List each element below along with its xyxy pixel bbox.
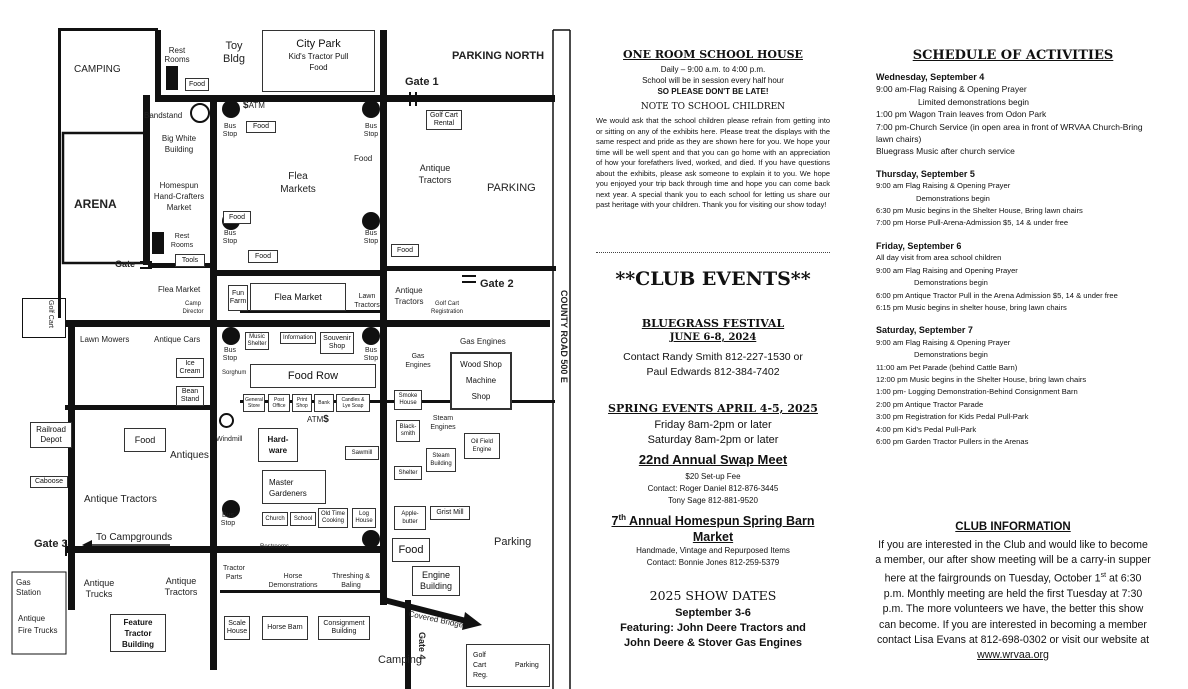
gate-label: Gate — [115, 259, 136, 269]
windmill-icon — [219, 413, 234, 428]
spring-friday: Friday 8am-2pm or later — [654, 419, 772, 431]
schedule-item: Demonstrations begin — [916, 193, 990, 203]
steam-building: Steam Building — [426, 448, 456, 472]
schedule-item: Demonstrations begin — [914, 350, 988, 360]
bus-stop-marker — [222, 100, 240, 118]
school-hours — [596, 64, 830, 97]
friday-title: Friday, September 6 — [876, 240, 962, 251]
bus-stop-label: Bus Stop — [363, 230, 379, 245]
gate-2-label: Gate 2 — [480, 278, 514, 290]
gas-engines-label: Gas Engines — [405, 353, 431, 369]
feature-tractor-building: Feature Tractor Building — [110, 614, 166, 652]
school-line-1: Daily – 9:00 a.m. to 4:00 p.m. — [660, 65, 766, 74]
homespun-market: Homespun Hand-Crafters Market — [153, 181, 205, 212]
food-stand: Food — [223, 211, 251, 224]
barn-title-num: 7 — [611, 514, 619, 529]
barn-contact: Contact: Bonnie Jones 812-259-5379 — [646, 558, 780, 567]
toy-building: Toy Bldg — [222, 40, 246, 65]
schedule-title: SCHEDULE OF ACTIVITIES — [912, 48, 1114, 63]
club-info-body — [874, 538, 1152, 663]
show-dates-title: 2025 SHOW DATES — [649, 588, 777, 603]
school-house-title: ONE ROOM SCHOOL HOUSE — [623, 48, 803, 61]
bluegrass-contact-1: Contact Randy Smith 812-227-1530 or — [623, 351, 803, 363]
bluegrass-date: JUNE 6-8, 2024 — [669, 332, 757, 343]
food-stand: Food — [391, 244, 419, 257]
bus-stop-label: Bus Stop — [222, 230, 238, 245]
wednesday-title: Wednesday, September 4 — [876, 72, 985, 82]
rest-rooms-label: Rest Rooms — [170, 233, 194, 249]
master-gardeners: Master Gardeners — [262, 470, 326, 504]
bus-stop-marker — [362, 327, 380, 345]
applebutter: Apple-butter — [394, 506, 426, 530]
city-park-sub: Kid's Tractor Pull — [288, 52, 349, 61]
gas-station-label: Gas Station — [16, 578, 41, 597]
candles-lye-soap: Candles & Lye Soap — [336, 394, 370, 412]
bus-stop-label: Bus Stop — [363, 347, 379, 362]
school-line-2: School will be in session every half hour — [642, 76, 784, 85]
atm-label: ATM$ — [307, 414, 329, 425]
schedule-item: 2:00 pm Antique Tractor Parade — [876, 399, 984, 409]
divider — [596, 252, 830, 253]
bus-stop-label: Bus Stop — [222, 123, 238, 138]
bus-stop-label: Bus Stop — [363, 123, 379, 138]
swap-meet-details — [596, 471, 830, 507]
golf-cart-registration-label: Golf Cart Registration — [430, 301, 463, 315]
schedule-item: 7:00 pm Horse Pull-Arena-Admission $5, 14 & under free — [876, 218, 1069, 228]
parking-s-label: Parking — [515, 662, 539, 669]
club-info-text: If you are interested in the Club and would like to become a member, our after show meeting will be a carry-in supper here at the fairgrounds on Tuesday, October 1 — [875, 539, 1151, 585]
consignment-building: Consignment Building — [318, 616, 370, 640]
lawn-mowers-label: Lawn Mowers — [80, 335, 130, 344]
hardware-store: Hard-ware — [258, 428, 298, 462]
restroom-marker — [166, 66, 178, 90]
schedule-item: 9:00 am Flag Raising & Opening Prayer — [876, 181, 1011, 191]
schedule-item: 6:00 pm Antique Tractor Pull in the Arena Admission $5, 14 & under free — [876, 290, 1118, 300]
antique-tractors-label: Antique Tractors — [164, 576, 198, 597]
threshing-baling-label: Threshing & Baling — [332, 573, 370, 589]
bandstand-icon — [190, 103, 210, 123]
gate-1-label: Gate 1 — [405, 76, 439, 88]
parking-north-label: PARKING NORTH — [452, 50, 545, 62]
show-dates-details — [596, 606, 830, 651]
antiques-label: Antiques — [170, 450, 209, 461]
schedule-item: Bluegrass Music after church service — [876, 146, 1015, 157]
bluegrass-contacts — [596, 350, 830, 380]
spring-saturday: Saturday 8am-2pm or later — [647, 434, 779, 446]
swap-contact-1: Contact: Roger Daniel 812-876-3445 — [647, 484, 779, 493]
flea-markets-label: Flea Markets — [280, 171, 316, 195]
arena-label: ARENA — [74, 197, 117, 211]
antique-cars-label: Antique Cars — [154, 335, 201, 344]
schedule-item: 6:15 pm Music begins in shelter house, bring lawn chairs — [876, 302, 1067, 312]
school-house: School — [290, 512, 316, 526]
schedule-item: 11:00 am Pet Parade (behind Cattle Barn) — [876, 362, 1018, 372]
restrooms-label: Restrooms — [260, 544, 290, 550]
school-note-body: We would ask that the school children please refrain from getting into or sitting on any of the exhibits here. Please treat the displays with the same respect and pride as they are shown here for you. We hope your time will be well spent and that you can go home with an appreciation of how your forefathers lived, worked, and died. If you have questions about the exhibits, please ask someone to explain it to you. We hope you enjoyed your trip back through time and hope you can come back next year. A special thank you to each school for letting us share our past heritage with your children. Thank you for visiting our show today! — [596, 116, 830, 209]
flea-market-building: Flea Market — [250, 283, 346, 311]
schedule-item: 6:30 pm Music begins in the Shelter House, Bring lawn chairs — [876, 206, 1083, 216]
barn-title-text: Annual Homespun Spring Barn — [626, 514, 815, 529]
sorghum-label: Sorghum — [222, 370, 247, 376]
food-stand: Food — [185, 78, 209, 91]
middle-column — [596, 0, 830, 689]
sawmill: Sawmill — [345, 446, 379, 460]
gas-engines-label: Gas Engines — [460, 337, 506, 346]
souvenir-shop: Souvenir Shop — [320, 332, 354, 354]
swap-contact-2: Tony Sage 812-881-9520 — [668, 496, 758, 505]
tools-building: Tools — [175, 254, 205, 267]
music-shelter: Music Shelter — [245, 332, 269, 350]
lawn-tractors-label: Lawn Tractors — [354, 293, 380, 309]
golf-cart-reg-label: Golf Cart Reg. — [473, 652, 488, 679]
to-campgrounds-label: To Campgrounds — [96, 532, 173, 543]
swap-fee: $20 Set-up Fee — [685, 472, 741, 481]
post-office: Post Office — [268, 394, 290, 412]
fun-farm: Fun Farm — [228, 285, 248, 311]
windmill-label: Windmill — [216, 436, 243, 443]
golf-cart-side-label: Golf Cart — [47, 300, 54, 329]
golf-cart-rental: Golf Cart Rental — [426, 110, 462, 130]
bank: Bank — [314, 394, 334, 412]
covered-bridge-label: Covered Bridge — [407, 609, 465, 630]
barn-title-sup: th — [618, 513, 627, 522]
parking-se-label: Parking — [494, 536, 532, 548]
fairground-map — [0, 0, 585, 689]
caboose: Caboose — [30, 476, 68, 488]
spring-events-title: SPRING EVENTS APRIL 4-5, 2025 — [608, 402, 818, 415]
show-dates: September 3-6 — [675, 607, 751, 619]
shelter: Shelter — [394, 466, 422, 480]
smoke-house: Smoke House — [394, 390, 422, 410]
food-stand: Food — [246, 121, 276, 133]
church: Church — [262, 512, 288, 526]
bluegrass-contact-2: Paul Edwards 812-384-7402 — [646, 366, 780, 378]
schedule-item: 9:00 am Flag Raising & Opening Prayer — [876, 337, 1011, 347]
website-link[interactable]: www.wrvaa.org — [977, 648, 1049, 661]
steam-engines-label: Steam Engines — [430, 415, 456, 431]
spring-hours — [596, 418, 830, 448]
golf-cart-reg-box — [466, 644, 550, 687]
right-column — [874, 0, 1152, 689]
featuring-1: Featuring: John Deere Tractors and — [620, 622, 806, 634]
featuring-2: John Deere & Stover Gas Engines — [624, 637, 802, 649]
thursday-title: Thursday, September 5 — [876, 168, 975, 179]
school-line-3: SO PLEASE DON'T BE LATE! — [657, 87, 769, 96]
antique-fire-trucks-label: Antique Fire Trucks — [18, 614, 58, 635]
food-label: Food — [354, 154, 373, 163]
camping-nw-label: CAMPING — [74, 64, 121, 75]
antique-trucks-label: Antique Trucks — [83, 578, 115, 599]
bus-stop-marker — [362, 530, 380, 548]
schedule-list — [876, 71, 1152, 448]
bandstand-label: Bandstand — [144, 111, 183, 120]
atm-label: $ATM — [243, 100, 265, 111]
barn-market-title — [596, 510, 830, 545]
engine-building: Engine Building — [412, 566, 460, 596]
bus-stop-label: Bus Stop — [222, 347, 238, 362]
city-park-title: City Park — [296, 38, 341, 50]
oil-field-engine: Oil Field Engine — [464, 433, 500, 459]
print-shop: Print Shop — [292, 394, 312, 412]
camp-director-label: Camp Director — [182, 301, 204, 315]
restroom-marker — [152, 232, 164, 254]
general-store: General Store — [243, 394, 265, 412]
schedule-item: Limited demonstrations begin — [918, 96, 1030, 107]
bean-stand: Bean Stand — [176, 386, 204, 406]
city-park — [262, 30, 375, 92]
swap-meet-title: 22nd Annual Swap Meet — [638, 452, 788, 467]
barn-market-details — [596, 545, 830, 569]
schedule-item: 12:00 pm Music begins in the Shelter House, bring lawn chairs — [876, 374, 1087, 384]
bus-stop-label: Bus Stop — [220, 512, 236, 527]
flea-market-label: Flea Market — [158, 285, 201, 294]
bus-stop-marker — [362, 212, 380, 230]
antique-tractors-label: Antique Tractors — [84, 494, 157, 505]
old-time-cooking: Old Time Cooking — [318, 508, 348, 528]
schedule-item: 1:00 pm Wagon Train leaves from Odon Park — [876, 109, 1047, 120]
horse-demonstrations-label: Horse Demonstrations — [268, 573, 318, 589]
city-park-food: Food — [309, 63, 328, 72]
ice-cream-stand: Ice Cream — [176, 358, 204, 378]
schedule-item: 7:00 pm-Church Service (in open area in front of WRVAA Church-Bring lawn chairs) — [876, 121, 1143, 145]
note-title: NOTE TO SCHOOL CHILDREN — [640, 102, 786, 112]
food-building: Food — [392, 538, 430, 562]
club-events-title: **CLUB EVENTS** — [615, 268, 811, 290]
schedule-item: 6:00 pm Garden Tractor Pullers in the Arenas — [876, 436, 1029, 446]
wood-machine-shop: Wood Shop Machine Shop — [450, 352, 512, 410]
railroad-depot: Railroad Depot — [30, 422, 72, 448]
county-road-label: COUNTY ROAD 500 E — [559, 290, 569, 383]
parking-east-label: PARKING — [487, 182, 536, 194]
bus-stop-marker — [362, 100, 380, 118]
schedule-item: 9:00 am Flag Raising and Opening Prayer — [876, 265, 1018, 275]
bus-stop-marker — [222, 327, 240, 345]
scale-house: Scale House — [224, 616, 250, 640]
blacksmith: Black-smith — [396, 420, 420, 442]
food-row: Food Row — [250, 364, 376, 388]
saturday-title: Saturday, September 7 — [876, 325, 973, 336]
tractor-parts-label: Tractor Parts — [223, 565, 245, 581]
schedule-item: All day visit from area school children — [876, 253, 1002, 263]
schedule-item: 3:00 pm Registration for Kids Pedal Pull-Park — [876, 412, 1029, 422]
big-white-building: Big White Building — [161, 134, 197, 154]
club-info-title: CLUB INFORMATION — [955, 521, 1071, 533]
schedule-item: 1:00 pm- Logging Demonstration-Behind Consignment Barn — [876, 387, 1078, 397]
log-house: Log House — [352, 508, 376, 528]
grist-mill: Grist Mill — [430, 506, 470, 520]
schedule-item: 9:00 am-Flag Raising & Opening Prayer — [876, 84, 1027, 95]
barn-sub: Handmade, Vintage and Repurposed Items — [636, 546, 790, 555]
schedule-item: 4:00 pm Kid's Pedal Pull-Park — [876, 424, 977, 434]
bluegrass-title: BLUEGRASS FESTIVAL — [641, 317, 785, 330]
food-stand: Food — [248, 250, 278, 263]
club-info-sup: st — [1100, 572, 1107, 580]
schedule-item: Demonstrations begin — [914, 278, 988, 288]
barn-title-line-2: Market — [692, 530, 734, 545]
camping-s-label: Camping — [378, 654, 423, 666]
antique-tractors-label: Antique Tractors — [418, 163, 452, 185]
horse-barn: Horse Barn — [262, 616, 308, 640]
gate-4-label: Gate 4 — [417, 632, 427, 660]
rest-rooms-label: Rest Rooms — [164, 46, 190, 64]
club-info-text-2: at 6:30 p.m. Monthly meeting are held the first Tuesday at 7:30 p.m. The more volunteers we have, the better this show can become. If you are interested in becoming a member contact Lisa Evans at 812-698-0302 or visit our website at — [876, 572, 1150, 646]
information-booth: Information — [280, 332, 316, 344]
gate-3-label: Gate 3 — [34, 538, 68, 550]
food-building: Food — [124, 428, 166, 452]
antique-tractors-label: Antique Tractors — [394, 286, 424, 306]
